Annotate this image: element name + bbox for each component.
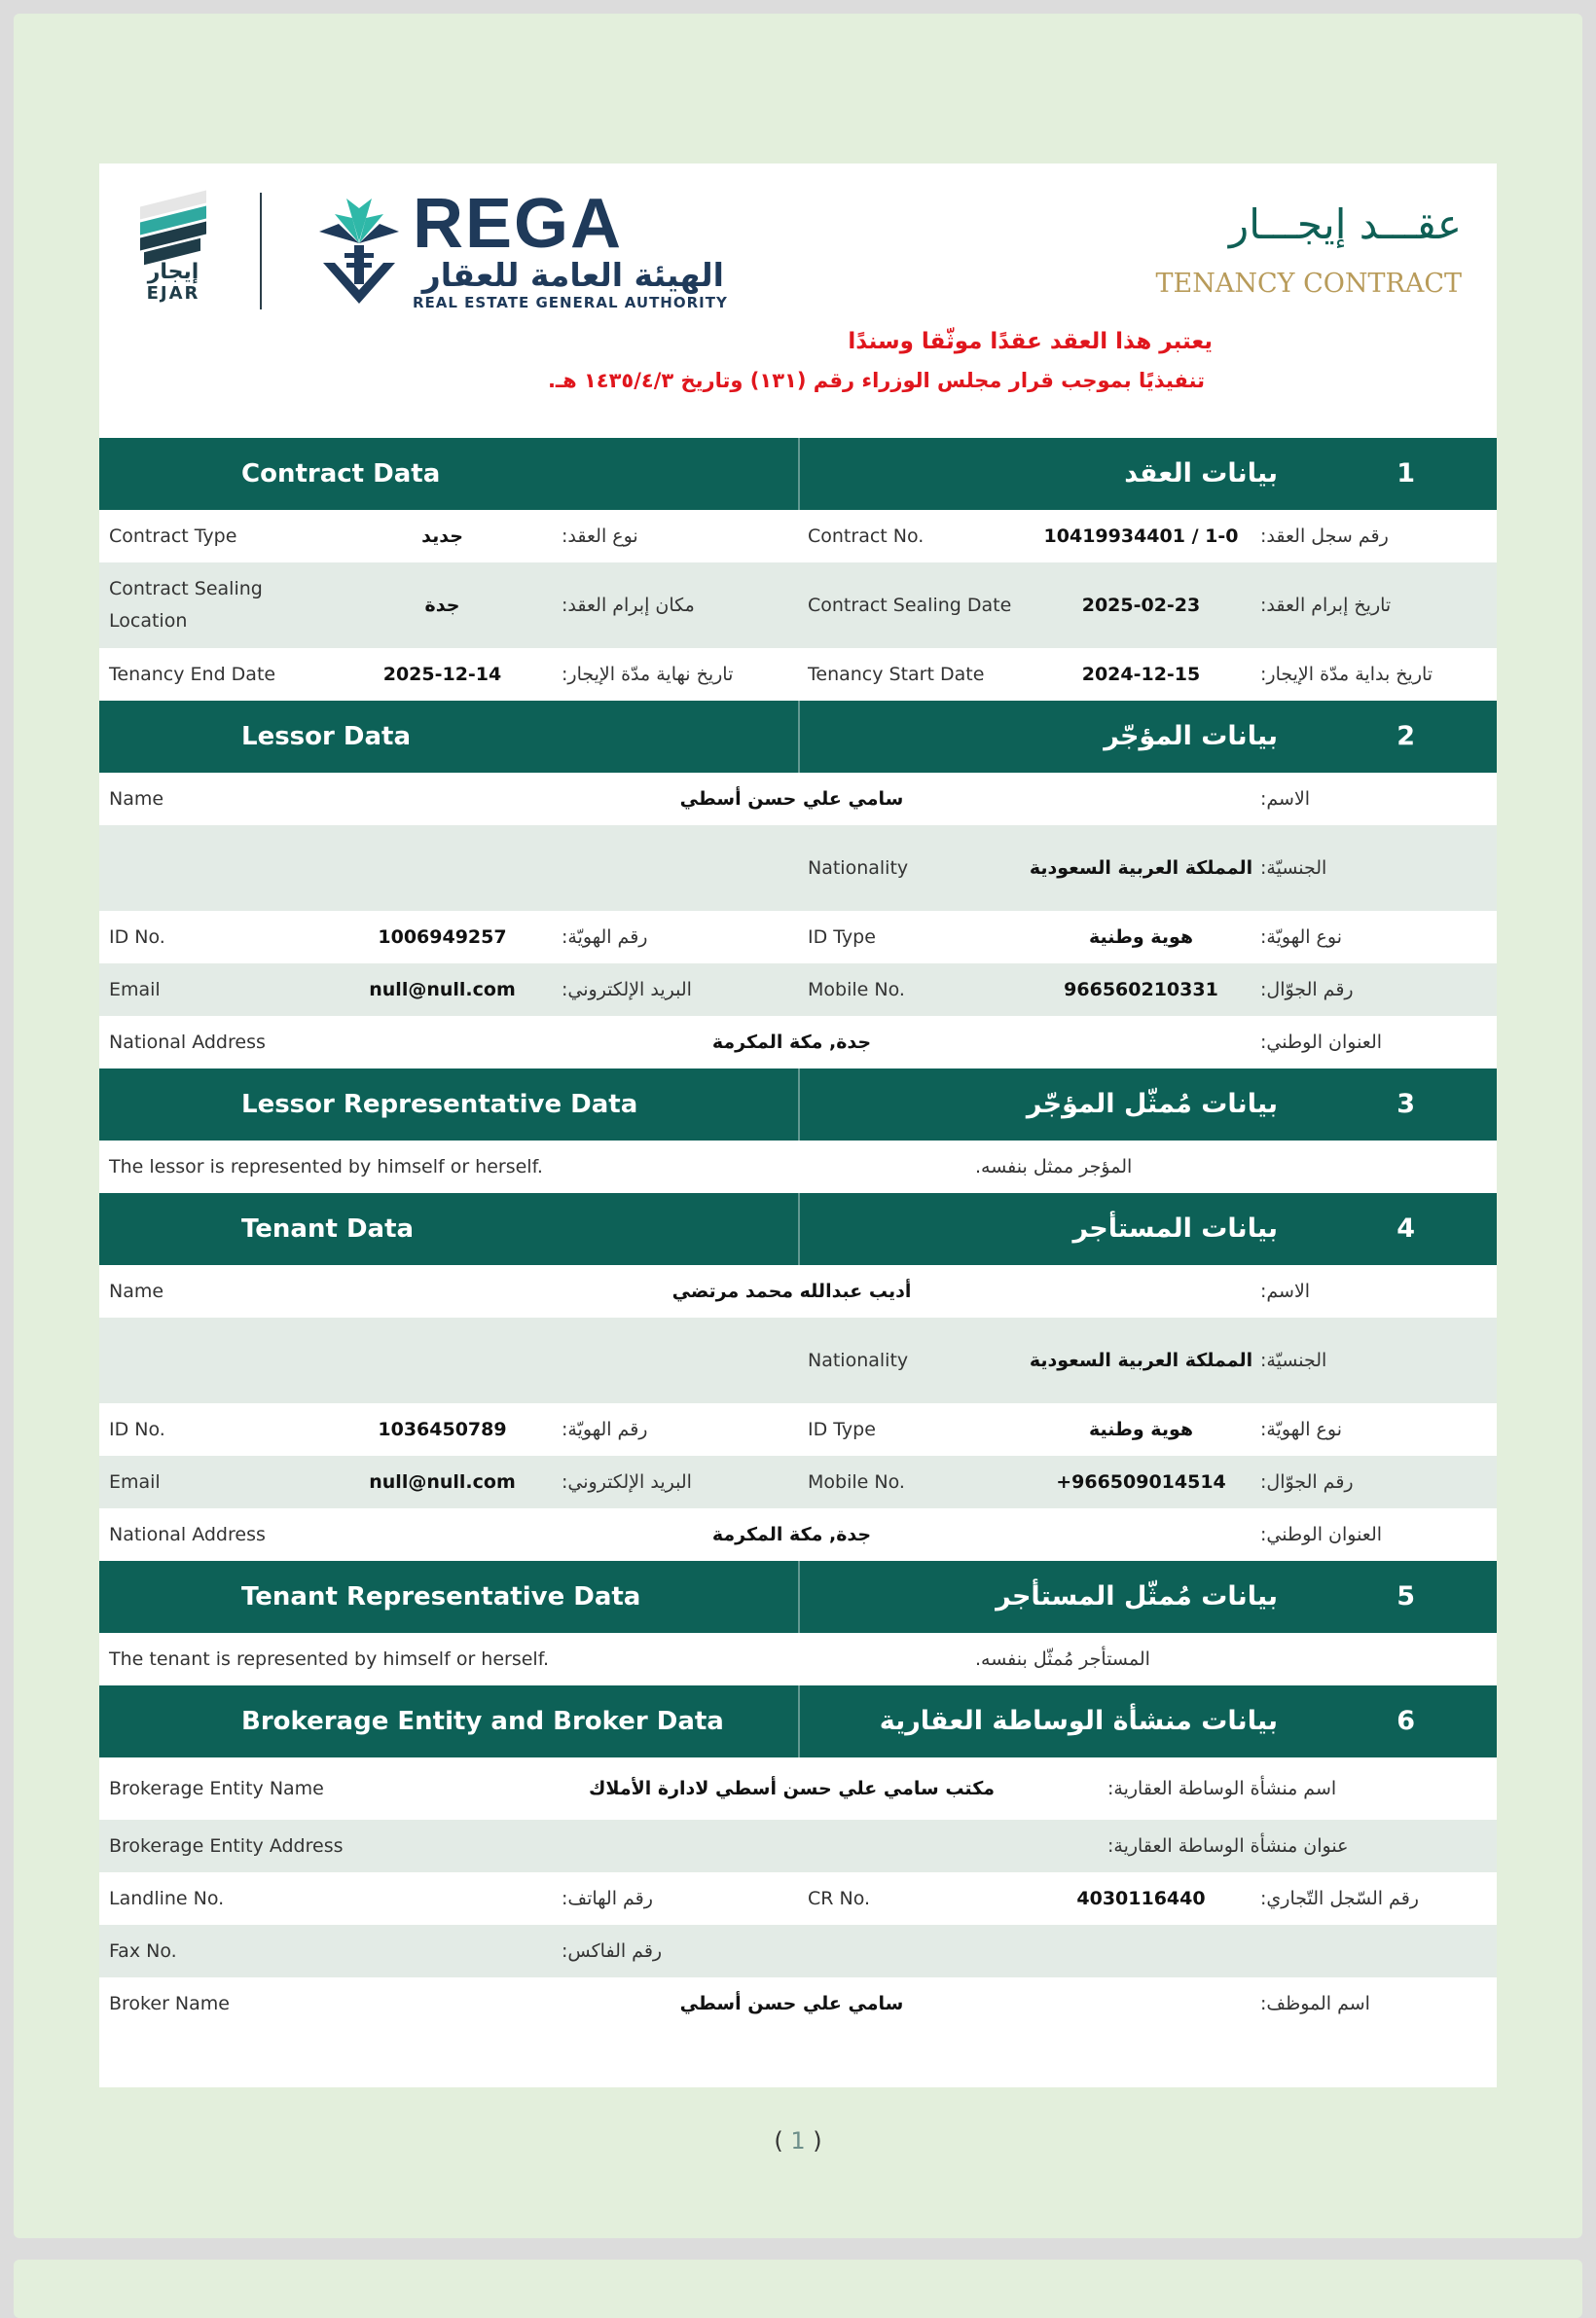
section-title-english: Lessor Data: [241, 722, 411, 751]
document-title-english: TENANCY CONTRACT: [1155, 269, 1462, 299]
field-value: جدة, مكة المكرمة: [711, 1032, 872, 1053]
field-label-english: Email: [109, 979, 161, 1000]
field-label-english: Nationality: [808, 857, 909, 879]
field-label-arabic: نوع الهويّة:: [1260, 1419, 1342, 1440]
section-divider: [798, 1685, 800, 1757]
field-value: جدة, مكة المكرمة: [711, 1524, 872, 1545]
table-row: [99, 1318, 1497, 1403]
section-title-arabic: بيانات مُمثّل المستأجر: [996, 1581, 1278, 1612]
next-page-frame: [14, 2260, 1582, 2318]
section-header-lessor-representative: [99, 1068, 1497, 1141]
section-header-tenant: [99, 1193, 1497, 1265]
section-title-arabic: بيانات منشأة الوساطة العقارية: [879, 1706, 1278, 1736]
ejar-logo-mark-icon: [134, 193, 212, 261]
table-row: [99, 1925, 1497, 1977]
table-row: [99, 510, 1497, 562]
field-label-english: CR No.: [808, 1888, 871, 1909]
ejar-logo: [134, 193, 212, 304]
document-header: [99, 163, 1497, 438]
page-number: [0, 2127, 1596, 2155]
section-number: 1: [1396, 458, 1415, 489]
field-label-arabic: الاسم:: [1260, 1281, 1311, 1302]
field-value: 10419934401 / 1-0: [1043, 525, 1239, 547]
field-value: المملكة العربية السعودية: [1029, 856, 1253, 879]
field-label-arabic: رقم الجوّال:: [1260, 979, 1354, 1000]
section-title-arabic: بيانات العقد: [1124, 458, 1278, 489]
table-row: [99, 1872, 1497, 1925]
field-label-english: Brokerage Entity Address: [109, 1835, 344, 1857]
field-label-arabic: العنوان الوطني:: [1260, 1032, 1383, 1053]
page-number-close: ): [813, 2127, 822, 2155]
field-value: المملكة العربية السعودية: [1029, 1349, 1253, 1371]
field-label-arabic: تاريخ إبرام العقد:: [1260, 595, 1392, 616]
section-number: 4: [1396, 1213, 1415, 1244]
field-label-arabic: الاسم:: [1260, 788, 1311, 810]
representation-note-english: The lessor is represented by himself or herself.: [109, 1156, 543, 1177]
field-label-arabic: البريد الإلكتروني:: [562, 979, 692, 1000]
field-label-english: Mobile No.: [808, 979, 905, 1000]
ejar-logo-arabic: إيجار: [147, 260, 200, 284]
field-label-english: Tenancy End Date: [109, 664, 276, 685]
rega-english-name: REAL ESTATE GENERAL AUTHORITY: [413, 294, 728, 311]
field-value: null@null.com: [369, 979, 516, 1000]
section-number: 3: [1396, 1089, 1415, 1119]
rega-palm-emblem-icon: [315, 195, 403, 308]
field-label-english: Fax No.: [109, 1940, 177, 1962]
representation-note-arabic: المؤجر ممثل بنفسه.: [975, 1156, 1133, 1177]
section-divider: [798, 438, 800, 510]
section-divider: [798, 1193, 800, 1265]
legal-notice-line-1: يعتبر هذا العقد عقدًا موثّقا وسندًا: [848, 329, 1213, 354]
field-label-english: Name: [109, 788, 164, 810]
field-label-arabic: رقم الهاتف:: [562, 1888, 653, 1909]
section-title-arabic: بيانات المؤجّر: [1104, 721, 1278, 751]
table-row: [99, 648, 1497, 701]
field-label-english: Tenancy Start Date: [808, 664, 985, 685]
section-title-english: Tenant Representative Data: [241, 1582, 641, 1612]
field-value: 2024-12-15: [1081, 663, 1201, 685]
field-label-arabic: الجنسيّة:: [1260, 1350, 1327, 1371]
section-title-arabic: بيانات المستأجر: [1072, 1213, 1278, 1244]
rega-arabic-name: الهيئة العامة للعقار: [421, 256, 724, 294]
field-value: هوية وطنية: [1088, 925, 1194, 948]
field-label-english: Broker Name: [109, 1993, 230, 2014]
field-label-english: Contract Type: [109, 525, 237, 547]
field-value: سامي علي حسن أسطي: [679, 1993, 904, 2014]
table-row: [99, 963, 1497, 1016]
section-number: 5: [1396, 1581, 1415, 1612]
table-row: [99, 1820, 1497, 1872]
section-title-english: Brokerage Entity and Broker Data: [241, 1707, 724, 1736]
field-value: 1006949257: [378, 926, 507, 948]
representation-note-english: The tenant is represented by himself or herself.: [109, 1648, 550, 1670]
table-row: [99, 1977, 1497, 2030]
field-label-english: Email: [109, 1471, 161, 1493]
table-row: [99, 1265, 1497, 1318]
field-label-arabic: تاريخ بداية مدّة الإيجار:: [1260, 664, 1433, 685]
field-value: +966509014514: [1056, 1470, 1226, 1493]
field-value: أديب عبدالله محمد مرتضي: [671, 1281, 912, 1302]
rega-logo-text: REGA: [413, 185, 624, 263]
table-row: [99, 911, 1497, 963]
table-row: [99, 1633, 1497, 1685]
field-label-arabic: رقم الجوّال:: [1260, 1471, 1354, 1493]
field-label-english: ID Type: [808, 926, 876, 948]
field-label-english: Mobile No.: [808, 1471, 905, 1493]
table-row: [99, 1403, 1497, 1456]
section-title-english: Lessor Representative Data: [241, 1090, 638, 1119]
section-divider: [798, 701, 800, 773]
section-header-tenant-representative: [99, 1561, 1497, 1633]
section-divider: [798, 1561, 800, 1633]
field-label-english: Nationality: [808, 1350, 909, 1371]
table-row: [99, 773, 1497, 825]
table-row: [99, 1456, 1497, 1508]
field-label-english: Contract Sealing Location: [109, 578, 263, 632]
table-row: [99, 825, 1497, 911]
field-label-arabic: تاريخ نهاية مدّة الإيجار:: [562, 664, 734, 685]
logo-divider: [260, 193, 262, 309]
field-label-arabic: رقم الفاكس:: [562, 1940, 663, 1962]
field-label-english: Brokerage Entity Name: [109, 1778, 324, 1799]
field-label-arabic: نوع العقد:: [562, 525, 638, 547]
table-row: [99, 562, 1497, 648]
page-number-open: (: [774, 2127, 783, 2155]
field-value: 4030116440: [1076, 1887, 1206, 1909]
field-label-english: ID Type: [808, 1419, 876, 1440]
section-number: 2: [1396, 721, 1415, 751]
field-label-english: National Address: [109, 1524, 266, 1545]
section-divider: [798, 1068, 800, 1141]
field-value: 1036450789: [378, 1419, 507, 1440]
table-row: [99, 1757, 1497, 1820]
field-label-arabic: البريد الإلكتروني:: [562, 1471, 692, 1493]
field-value: جدة: [424, 595, 460, 616]
field-value: هوية وطنية: [1088, 1418, 1194, 1440]
field-label-english: Contract Sealing Date: [808, 595, 1012, 616]
section-title-english: Contract Data: [241, 459, 441, 489]
section-header-contract: [99, 438, 1497, 510]
section-title-arabic: بيانات مُمثّل المؤجّر: [1026, 1089, 1278, 1119]
section-title-english: Tenant Data: [241, 1214, 415, 1244]
field-value: 2025-12-14: [382, 664, 502, 685]
contract-sheet: [99, 163, 1497, 2087]
representation-note-arabic: المستأجر مُمثّل بنفسه.: [975, 1648, 1150, 1670]
field-label-english: Name: [109, 1281, 164, 1302]
field-label-arabic: اسم الموظف:: [1260, 1993, 1370, 2014]
field-label-arabic: رقم الهويّة:: [562, 1419, 648, 1440]
field-label-arabic: عنوان منشأة الوساطة العقارية:: [1107, 1835, 1349, 1857]
document-title-arabic: عقـــد إيجـــار: [1228, 200, 1462, 248]
section-header-brokerage: [99, 1685, 1497, 1757]
table-row: [99, 1508, 1497, 1561]
field-label-english: ID No.: [109, 1419, 165, 1440]
field-value: جديد: [421, 525, 463, 547]
field-label-arabic: رقم سجل العقد:: [1260, 525, 1389, 547]
section-number: 6: [1396, 1706, 1415, 1736]
field-label-english: Contract No.: [808, 525, 925, 547]
field-label-arabic: نوع الهويّة:: [1260, 926, 1342, 948]
table-row: [99, 1016, 1497, 1068]
field-label-arabic: مكان إبرام العقد:: [562, 595, 695, 616]
field-value: مكتب سامي علي حسن أسطي لادارة الأملاك: [588, 1778, 996, 1799]
field-label-english: National Address: [109, 1032, 266, 1053]
field-label-arabic: رقم الهويّة:: [562, 926, 648, 948]
field-value: 2025-02-23: [1081, 594, 1201, 616]
field-label-arabic: العنوان الوطني:: [1260, 1524, 1383, 1545]
field-value: null@null.com: [369, 1471, 516, 1493]
field-label-arabic: رقم السّجل التّجاري:: [1260, 1888, 1419, 1909]
field-value: سامي علي حسن أسطي: [679, 788, 904, 810]
field-value: 966560210331: [1064, 978, 1218, 1000]
section-header-lessor: [99, 701, 1497, 773]
ejar-logo-english: EJAR: [146, 283, 200, 304]
field-label-english: ID No.: [109, 926, 165, 948]
legal-notice-line-2: تنفيذيًا بموجب قرار مجلس الوزراء رقم (١٣١) وتاريخ ١٤٣٥/٤/٣ هـ.: [547, 369, 1205, 392]
page-number-value: 1: [790, 2127, 806, 2155]
field-label-arabic: الجنسيّة:: [1260, 857, 1327, 879]
field-label-arabic: اسم منشأة الوساطة العقارية:: [1107, 1778, 1337, 1799]
field-label-english: Landline No.: [109, 1888, 225, 1909]
table-row: [99, 1141, 1497, 1193]
